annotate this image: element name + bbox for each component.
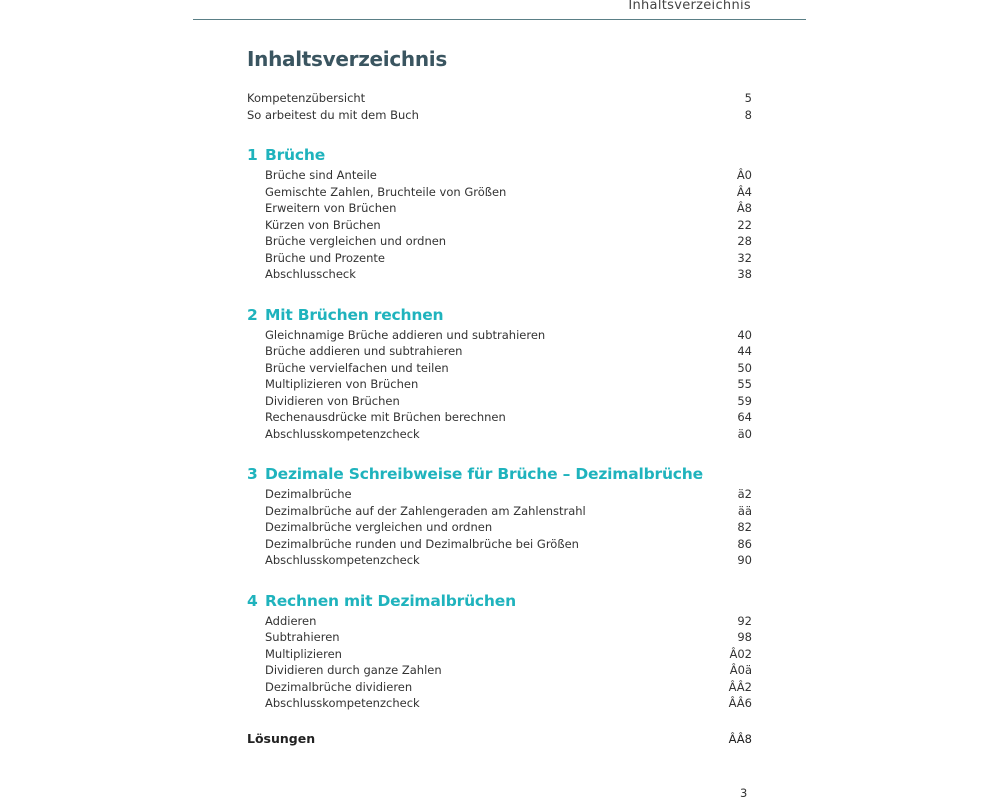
toc-entry-label: Dezimalbrüche auf der Zahlengeraden am Zahlenstrahl	[265, 503, 586, 518]
toc-entry-label: Abschlusskompetenzcheck	[265, 553, 420, 567]
toc-entry-label: Dezimalbrüche dividieren	[265, 679, 413, 694]
toc-entry-label: Gleichnamige Brüche addieren und subtrahieren	[265, 327, 546, 342]
toc-row[interactable]	[247, 107, 752, 124]
toc-row[interactable]	[265, 327, 752, 344]
toc-row[interactable]	[265, 266, 752, 283]
toc-entry-page: 8	[744, 107, 752, 122]
chapter-heading[interactable]	[247, 303, 752, 327]
toc-entry-label: Dezimalbrüche	[265, 487, 352, 501]
toc-entry-page: Â0	[736, 168, 752, 182]
toc-entry-page: 64	[737, 410, 752, 424]
toc-entry-label: Dividieren durch ganze Zahlen	[265, 663, 442, 677]
chapter-2	[247, 303, 752, 443]
toc-entry-page: Â4	[736, 184, 752, 199]
toc-entry-page: Â02	[729, 646, 752, 661]
toc-entry-page: 86	[737, 536, 752, 551]
chapter-number: 3	[247, 465, 258, 483]
toc-row[interactable]	[265, 200, 752, 217]
toc-entry-label: Abschlusskompetenzcheck	[265, 696, 420, 710]
toc-entry-label: Brüche vergleichen und ordnen	[265, 234, 447, 248]
toc-entry-label: Dezimalbrüche vergleichen und ordnen	[265, 520, 493, 534]
toc-entry-page: ÂÂ2	[728, 679, 752, 694]
toc-row[interactable]	[265, 679, 752, 696]
chapter-number: 1	[247, 146, 258, 164]
toc-row[interactable]	[265, 536, 752, 553]
toc-row[interactable]	[265, 519, 752, 536]
chapter-1	[247, 143, 752, 283]
toc-entry-label: Subtrahieren	[265, 630, 340, 644]
chapter-4	[247, 589, 752, 712]
toc-entry-label: Brüche vervielfachen und teilen	[265, 360, 449, 375]
toc-content	[247, 44, 752, 748]
toc-entry-page: 98	[737, 630, 752, 644]
toc-entry-label: So arbeitest du mit dem Buch	[247, 107, 419, 122]
toc-row[interactable]	[265, 486, 752, 503]
toc-row[interactable]	[265, 646, 752, 663]
chapter-number: 4	[247, 591, 258, 610]
toc-row[interactable]	[265, 376, 752, 393]
toc-entry-page: Â8	[736, 201, 752, 215]
toc-entry-page: ä2	[737, 487, 752, 501]
toc-row[interactable]	[265, 393, 752, 410]
chapter-title: Dezimale Schreibweise für Brüche – Dezimalbrüche	[265, 465, 703, 483]
toc-entry-page: 28	[737, 234, 752, 248]
toc-row[interactable]	[265, 343, 752, 360]
toc-entry-label: Addieren	[265, 613, 317, 628]
toc-row[interactable]	[265, 250, 752, 267]
toc-entry-page: 44	[737, 344, 752, 358]
chapter-title: Mit Brüchen rechnen	[265, 305, 444, 324]
toc-entry-label: Multiplizieren von Brüchen	[265, 377, 419, 391]
toc-row[interactable]	[265, 409, 752, 426]
toc-entry-label: Kürzen von Brüchen	[265, 217, 381, 232]
page-number: 3	[740, 786, 748, 800]
toc-row[interactable]	[265, 184, 752, 201]
toc-entry-label: Abschlusscheck	[265, 267, 356, 281]
toc-row[interactable]	[265, 662, 752, 679]
toc-entry-label: Brüche und Prozente	[265, 250, 386, 265]
solutions-label: Lösungen	[247, 730, 316, 746]
chapter-title: Brüche	[265, 146, 326, 164]
toc-entry-page: ää	[737, 503, 752, 518]
chapter-number: 2	[247, 305, 258, 324]
chapter-3	[247, 462, 752, 569]
toc-entry-page: ÂÂ6	[728, 696, 752, 710]
running-header-text: Inhaltsverzeichnis	[628, 0, 751, 13]
toc-entry-page: ä0	[737, 426, 752, 441]
toc-row[interactable]	[265, 613, 752, 630]
chapter-title: Rechnen mit Dezimalbrüchen	[265, 591, 516, 610]
toc-entry-label: Dezimalbrüche runden und Dezimalbrüche bei Größen	[265, 536, 579, 551]
front-matter	[247, 90, 752, 123]
toc-entry-page: 82	[737, 520, 752, 534]
toc-entry-page: 92	[737, 613, 752, 628]
toc-entry-label: Multiplizieren	[265, 646, 342, 661]
toc-entry-label: Gemischte Zahlen, Bruchteile von Größen	[265, 184, 507, 199]
toc-row[interactable]	[265, 360, 752, 377]
toc-entry-label: Kompetenzübersicht	[247, 91, 366, 105]
page-title: Inhaltsverzeichnis	[247, 47, 447, 71]
toc-entry-page: 90	[737, 553, 752, 567]
toc-row[interactable]	[265, 629, 752, 646]
toc-entry-label: Rechenausdrücke mit Brüchen berechnen	[265, 410, 506, 424]
toc-entry-page: 32	[737, 250, 752, 265]
chapter-heading[interactable]	[247, 462, 752, 486]
toc-row[interactable]	[265, 503, 752, 520]
toc-entry-label: Erweitern von Brüchen	[265, 201, 397, 215]
toc-entry-label: Brüche sind Anteile	[265, 168, 377, 182]
toc-row[interactable]	[265, 695, 752, 712]
toc-row[interactable]	[265, 167, 752, 184]
toc-row[interactable]	[265, 426, 752, 443]
toc-entry-page: 38	[737, 267, 752, 281]
toc-entry-page: 22	[737, 217, 752, 232]
toc-row[interactable]	[265, 552, 752, 569]
toc-row[interactable]	[265, 233, 752, 250]
running-header	[193, 0, 806, 20]
solutions-row[interactable]	[247, 730, 752, 748]
toc-entry-page: 50	[737, 360, 752, 375]
chapter-heading[interactable]	[247, 589, 752, 613]
toc-entry-page: 59	[737, 393, 752, 408]
toc-row[interactable]	[265, 217, 752, 234]
chapter-heading[interactable]	[247, 143, 752, 167]
toc-entry-page: 5	[744, 91, 752, 105]
toc-entry-label: Abschlusskompetenzcheck	[265, 426, 420, 441]
toc-entry-label: Dividieren von Brüchen	[265, 393, 400, 408]
toc-entry-page: 55	[737, 377, 752, 391]
toc-entry-page: 40	[737, 327, 752, 342]
toc-entry-label: Brüche addieren und subtrahieren	[265, 344, 463, 358]
toc-entry-page: Â0ä	[729, 663, 752, 677]
solutions-page: ÂÂ8	[728, 731, 752, 746]
toc-row[interactable]	[247, 90, 752, 107]
